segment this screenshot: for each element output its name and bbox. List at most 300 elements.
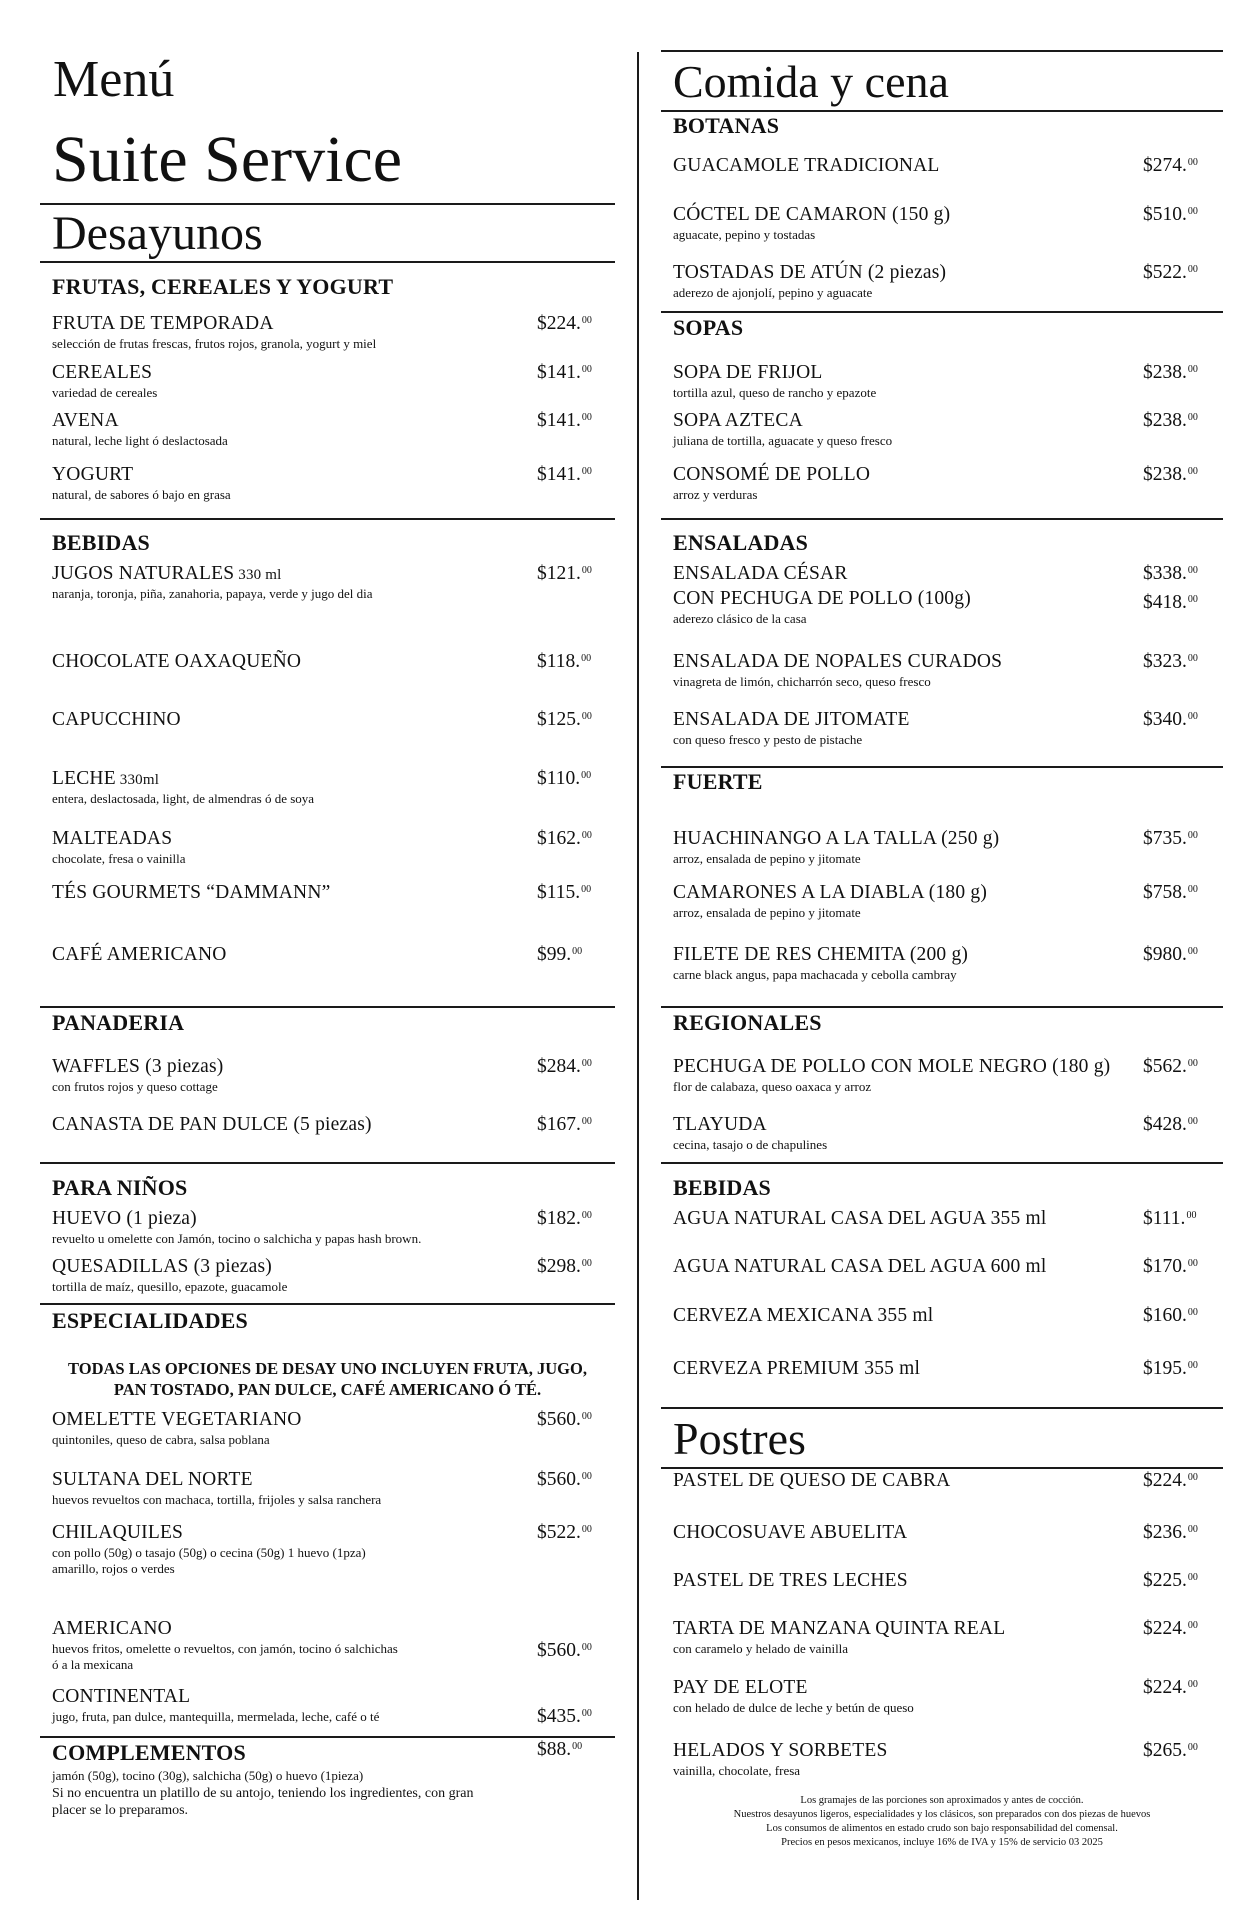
- price-value: $88.: [537, 1739, 572, 1760]
- price-value: $111.: [1143, 1208, 1186, 1229]
- item-price: [537, 464, 592, 486]
- item-price: [1143, 1256, 1198, 1278]
- price-value: $224.: [1143, 1618, 1187, 1639]
- price-cents: 00: [581, 364, 592, 375]
- item-name: GUACAMOLE TRADICIONAL: [673, 155, 940, 176]
- menu-item: [673, 1305, 1223, 1327]
- menu-item: [673, 1114, 1223, 1152]
- price-value: $182.: [537, 1208, 581, 1229]
- item-desc: aderezo de ajonjolí, pepino y aguacate: [673, 285, 873, 300]
- item-price: [537, 362, 592, 384]
- menu-item: [673, 944, 1223, 982]
- item-desc: huevos revueltos con machaca, tortilla, frijoles y salsa ranchera: [52, 1492, 382, 1507]
- divider: [40, 1162, 615, 1164]
- price-cents: 00: [581, 565, 592, 576]
- price-value: $980.: [1143, 944, 1187, 965]
- price-cents: 00: [1187, 1472, 1198, 1483]
- menu-item: [673, 828, 1223, 866]
- menu-item: [52, 1618, 615, 1672]
- note-line: Si no encuentra un platillo de su antojo, teniendo los ingredientes, con gran: [52, 1786, 474, 1801]
- section-title-panaderia: PANADERIA: [52, 1010, 185, 1035]
- menu-item: [52, 313, 615, 351]
- price-cents: 00: [1187, 206, 1198, 217]
- price-value: $340.: [1143, 709, 1187, 730]
- price-cents: 00: [1187, 264, 1198, 275]
- divider: [40, 261, 615, 263]
- item-price: [537, 1640, 592, 1662]
- item-price: [1143, 155, 1198, 177]
- item-price: [1143, 1208, 1196, 1230]
- menu-item: [52, 362, 615, 400]
- divider: [40, 1736, 615, 1738]
- price-cents: 00: [581, 653, 592, 664]
- item-price: [537, 1208, 592, 1230]
- item-name: TARTA DE MANZANA QUINTA REAL: [673, 1618, 1006, 1639]
- item-price: [537, 313, 592, 335]
- item-name-text: JUGOS NATURALES: [52, 563, 235, 584]
- section-title-complementos: COMPLEMENTOS: [52, 1740, 246, 1765]
- price-cents: 00: [1186, 1210, 1197, 1221]
- column-divider: [637, 52, 639, 1900]
- section-title-fuerte: FUERTE: [673, 769, 763, 794]
- price-cents: 00: [581, 1116, 592, 1127]
- menu-item: [52, 944, 615, 966]
- item-price: [1143, 1522, 1198, 1544]
- price-cents: 00: [581, 1708, 592, 1719]
- item-name: MALTEADAS: [52, 828, 173, 849]
- item-price: [537, 828, 592, 850]
- divider: [661, 1467, 1223, 1469]
- item-desc: entera, deslactosada, light, de almendras ó de soya: [52, 791, 315, 806]
- section-title-frutas: FRUTAS, CEREALES Y YOGURT: [52, 274, 394, 299]
- item-name: CÓCTEL DE CAMARON (150 g): [673, 204, 951, 225]
- menu-item: [673, 1056, 1223, 1094]
- item-name: TÉS GOURMETS “DAMMANN”: [52, 882, 331, 903]
- divider: [661, 766, 1223, 768]
- item-name: HELADOS Y SORBETES: [673, 1740, 888, 1761]
- price-cents: 00: [1187, 565, 1198, 576]
- item-name: CHOCOSUAVE ABUELITA: [673, 1522, 908, 1543]
- item-name: AGUA NATURAL CASA DEL AGUA 355 ml: [673, 1208, 1047, 1229]
- item-desc: aderezo clásico de la casa: [673, 611, 807, 626]
- item-desc: jugo, fruta, pan dulce, mantequilla, mermelada, leche, café o té: [52, 1709, 380, 1724]
- divider: [40, 518, 615, 520]
- item-name: CAFÉ AMERICANO: [52, 944, 227, 965]
- price-cents: 00: [581, 315, 592, 326]
- price-value: $338.: [1143, 563, 1187, 584]
- item-desc: vainilla, chocolate, fresa: [673, 1763, 801, 1778]
- menu-item: [673, 651, 1223, 689]
- item-price: [537, 1409, 592, 1431]
- divider: [661, 1006, 1223, 1008]
- menu-title: Menú: [53, 51, 175, 108]
- menu-item: [52, 651, 615, 673]
- menu-item: [673, 1470, 1223, 1492]
- price-cents: 00: [581, 1210, 592, 1221]
- price-value: $236.: [1143, 1522, 1187, 1543]
- item-desc: arroz, ensalada de pepino y jitomate: [673, 905, 861, 920]
- price-cents: 00: [1187, 1058, 1198, 1069]
- menu-item: [52, 709, 615, 731]
- item-price: [537, 1256, 592, 1278]
- price-value: $141.: [537, 464, 581, 485]
- price-cents: 00: [581, 1524, 592, 1535]
- item-name: CEREALES: [52, 362, 153, 383]
- section-title-sopas: SOPAS: [673, 315, 744, 340]
- item-price: [1143, 204, 1198, 226]
- price-cents: 00: [1187, 830, 1198, 841]
- price-value: $224.: [1143, 1470, 1187, 1491]
- item-name: ENSALADA DE NOPALES CURADOS: [673, 651, 1003, 672]
- item-name: CANASTA DE PAN DULCE (5 piezas): [52, 1114, 372, 1135]
- item-desc: natural, leche light ó deslactosada: [52, 433, 228, 448]
- price-cents: 00: [1187, 711, 1198, 722]
- item-name: [52, 768, 615, 790]
- price-value: $224.: [537, 313, 581, 334]
- price-cents: 00: [1187, 1679, 1198, 1690]
- item-price: [1143, 651, 1198, 673]
- price-value: $284.: [537, 1056, 581, 1077]
- price-value: $167.: [537, 1114, 581, 1135]
- price-cents: 00: [1187, 1360, 1198, 1371]
- price-cents: 00: [1187, 1258, 1198, 1269]
- price-cents: 00: [1187, 1116, 1198, 1127]
- item-name: CON PECHUGA DE POLLO (100g): [673, 588, 971, 609]
- price-value: $562.: [1143, 1056, 1187, 1077]
- price-cents: 00: [1187, 653, 1198, 664]
- item-name: FRUTA DE TEMPORADA: [52, 313, 274, 334]
- price-value: $195.: [1143, 1358, 1187, 1379]
- item-name: PASTEL DE QUESO DE CABRA: [673, 1470, 951, 1491]
- section-title-especialidades: ESPECIALIDADES: [52, 1308, 248, 1333]
- item-desc: tortilla de maíz, quesillo, epazote, guacamole: [52, 1279, 288, 1294]
- menu-item: [52, 464, 615, 502]
- item-price: [1143, 464, 1198, 486]
- price-cents: 00: [1187, 946, 1198, 957]
- menu-item: [673, 1256, 1223, 1278]
- price-value: $418.: [1143, 592, 1187, 613]
- item-price: [537, 1056, 592, 1078]
- price-value: $110.: [537, 768, 581, 789]
- divider: [661, 50, 1223, 52]
- price-value: $323.: [1143, 651, 1187, 672]
- item-price: [537, 651, 591, 673]
- price-value: $238.: [1143, 362, 1187, 383]
- price-cents: 00: [581, 1471, 592, 1482]
- menu-item: [52, 1686, 615, 1724]
- divider: [40, 1006, 615, 1008]
- lunch-dinner-title: Comida y cena: [673, 56, 949, 107]
- price-value: $238.: [1143, 410, 1187, 431]
- price-cents: 00: [581, 466, 592, 477]
- menu-item: [52, 410, 615, 448]
- price-cents: 00: [581, 1642, 592, 1653]
- price-value: $298.: [537, 1256, 581, 1277]
- price-cents: 00: [1187, 1742, 1198, 1753]
- item-price: [1143, 362, 1198, 384]
- item-desc: selección de frutas frescas, frutos rojos, granola, yogurt y miel: [52, 336, 377, 351]
- item-name: CONSOMÉ DE POLLO: [673, 464, 871, 485]
- item-desc: natural, de sabores ó bajo en grasa: [52, 487, 231, 502]
- item-name: AMERICANO: [52, 1618, 172, 1639]
- section-title-ninos: PARA NIÑOS: [52, 1175, 188, 1200]
- price-value: $225.: [1143, 1570, 1187, 1591]
- custom-order-note: [52, 1785, 473, 1819]
- price-value: $560.: [537, 1409, 581, 1430]
- divider: [40, 203, 615, 205]
- item-desc: juliana de tortilla, aguacate y queso fresco: [673, 433, 893, 448]
- price-value: $141.: [537, 362, 581, 383]
- item-name: HUACHINANGO A LA TALLA (250 g): [673, 828, 1000, 849]
- item-price: [537, 1114, 592, 1136]
- item-desc: chocolate, fresa o vainilla: [52, 851, 186, 866]
- item-desc: carne black angus, papa machacada y cebolla cambray: [673, 967, 957, 982]
- price-value: $125.: [537, 709, 581, 730]
- item-name: CHOCOLATE OAXAQUEÑO: [52, 651, 302, 672]
- item-price: [1143, 1677, 1198, 1699]
- menu-item: [673, 1522, 1223, 1544]
- menu-item: [673, 882, 1223, 920]
- menu-item: [52, 1114, 615, 1136]
- price-cents: 00: [1187, 1572, 1198, 1583]
- menu-item: [673, 1208, 1223, 1230]
- item-name: SOPA DE FRIJOL: [673, 362, 823, 383]
- item-price: [1143, 1618, 1198, 1640]
- item-price: [1143, 1056, 1198, 1078]
- menu-item: [673, 1570, 1223, 1592]
- price-value: $522.: [537, 1522, 581, 1543]
- menu-item: [673, 1618, 1223, 1656]
- item-name: CAMARONES A LA DIABLA (180 g): [673, 882, 988, 903]
- item-desc: quintoniles, queso de cabra, salsa poblana: [52, 1432, 270, 1447]
- item-price: [1143, 592, 1198, 614]
- item-price: [537, 1469, 592, 1491]
- footer-line: Nuestros desayunos ligeros, especialidades y los clásicos, son preparados con dos piezas de huevos: [733, 1809, 1151, 1820]
- item-price: [537, 1739, 582, 1761]
- item-price: [1143, 1740, 1198, 1762]
- divider: [661, 110, 1223, 112]
- price-value: $141.: [537, 410, 581, 431]
- section-title-bebidas: BEBIDAS: [52, 530, 150, 555]
- price-value: $428.: [1143, 1114, 1187, 1135]
- menu-item: [673, 1740, 1223, 1778]
- item-price: [537, 768, 591, 790]
- item-desc: huevos fritos, omelette o revueltos, con jamón, tocino ó salchichas: [52, 1641, 398, 1656]
- price-cents: 00: [572, 946, 583, 957]
- item-name-text: LECHE: [52, 768, 116, 789]
- price-value: $170.: [1143, 1256, 1187, 1277]
- divider: [661, 1162, 1223, 1164]
- price-cents: 00: [1187, 466, 1198, 477]
- section-title-botanas: BOTANAS: [673, 113, 780, 138]
- footer-line: Precios en pesos mexicanos, incluye 16% de IVA y 15% de servicio 03 2025: [781, 1837, 1103, 1848]
- menu-item: [673, 1677, 1223, 1715]
- item-desc: flor de calabaza, queso oaxaca y arroz: [673, 1079, 872, 1094]
- item-desc: tortilla azul, queso de rancho y epazote: [673, 385, 877, 400]
- item-price: [1143, 262, 1198, 284]
- item-price: [1143, 1358, 1198, 1380]
- menu-item: [673, 362, 1223, 400]
- footer-line: Los gramajes de las porciones son aproximados y antes de cocción.: [800, 1795, 1084, 1806]
- item-name: CONTINENTAL: [52, 1686, 191, 1707]
- note-line: PAN TOSTADO, PAN DULCE, CAFÉ AMERICANO Ó TÉ.: [113, 1380, 542, 1399]
- menu-item: [673, 204, 1223, 242]
- price-cents: 00: [1187, 1620, 1198, 1631]
- item-name: TOSTADAS DE ATÚN (2 piezas): [673, 262, 947, 283]
- item-name: ENSALADA DE JITOMATE: [673, 709, 910, 730]
- price-value: $522.: [1143, 262, 1187, 283]
- note-line: placer se lo preparamos.: [52, 1803, 189, 1818]
- suite-service-title: Suite Service: [52, 123, 403, 196]
- price-value: $560.: [537, 1640, 581, 1661]
- price-value: $160.: [1143, 1305, 1187, 1326]
- price-cents: 00: [1187, 412, 1198, 423]
- item-desc: ó a la mexicana: [52, 1657, 134, 1672]
- item-name: YOGURT: [52, 464, 134, 485]
- menu-item: [52, 1208, 615, 1246]
- item-price: [537, 563, 592, 585]
- price-value: $735.: [1143, 828, 1187, 849]
- price-value: $162.: [537, 828, 581, 849]
- menu-item: [52, 1056, 615, 1094]
- item-desc: con helado de dulce de leche y betún de queso: [673, 1700, 914, 1715]
- item-desc: vinagreta de limón, chicharrón seco, queso fresco: [673, 674, 931, 689]
- divider: [40, 1303, 615, 1305]
- divider: [661, 1407, 1223, 1409]
- price-cents: 00: [581, 1258, 592, 1269]
- menu-item: [52, 768, 615, 806]
- item-name: PAY DE ELOTE: [673, 1677, 808, 1698]
- item-desc: variedad de cereales: [52, 385, 158, 400]
- item-name: WAFFLES (3 piezas): [52, 1056, 224, 1077]
- item-price: [537, 882, 591, 904]
- price-value: $435.: [537, 1706, 581, 1727]
- menu-item: [673, 563, 1223, 585]
- price-cents: 00: [581, 1058, 592, 1069]
- item-desc: con frutos rojos y queso cottage: [52, 1079, 218, 1094]
- divider: [661, 311, 1223, 313]
- item-desc: con caramelo y helado de vainilla: [673, 1641, 849, 1656]
- item-unit: 330ml: [115, 772, 160, 788]
- price-value: $560.: [537, 1469, 581, 1490]
- item-price: [537, 1522, 592, 1544]
- item-price: [537, 410, 592, 432]
- item-price: [1143, 944, 1198, 966]
- menu-item: [673, 588, 1223, 626]
- item-name: AGUA NATURAL CASA DEL AGUA 600 ml: [673, 1256, 1047, 1277]
- price-value: $99.: [537, 944, 572, 965]
- menu-item: [673, 464, 1223, 502]
- footer-line: Los consumos de alimentos en estado crudo son bajo responsabilidad del comensal.: [766, 1823, 1118, 1834]
- item-price: [1143, 1570, 1198, 1592]
- item-name: ENSALADA CÉSAR: [673, 563, 848, 584]
- section-title-regionales: REGIONALES: [673, 1010, 822, 1035]
- item-desc: aguacate, pepino y tostadas: [673, 227, 816, 242]
- price-cents: 00: [1187, 157, 1198, 168]
- item-desc: con queso fresco y pesto de pistache: [673, 732, 863, 747]
- item-name: FILETE DE RES CHEMITA (200 g): [673, 944, 969, 965]
- item-desc: arroz y verduras: [673, 487, 758, 502]
- item-name: SOPA AZTECA: [673, 410, 803, 431]
- menu-item: [673, 155, 1223, 177]
- menu-item: [673, 410, 1223, 448]
- menu-item: [673, 1358, 1223, 1380]
- menu-item: [52, 1522, 615, 1576]
- section-title-ensaladas: ENSALADAS: [673, 530, 809, 555]
- item-desc: cecina, tasajo o de chapulines: [673, 1137, 828, 1152]
- price-value: $265.: [1143, 1740, 1187, 1761]
- item-name: PASTEL DE TRES LECHES: [673, 1570, 908, 1591]
- footer-notes: [661, 1794, 1223, 1850]
- price-cents: 00: [1187, 594, 1198, 605]
- price-cents: 00: [581, 884, 592, 895]
- price-cents: 00: [581, 711, 592, 722]
- item-desc: revuelto u omelette con Jamón, tocino o salchicha y papas hash brown.: [52, 1231, 422, 1246]
- item-name: HUEVO (1 pieza): [52, 1208, 197, 1229]
- menu-item: [673, 262, 1223, 300]
- item-price: [1143, 828, 1198, 850]
- item-name: QUESADILLAS (3 piezas): [52, 1256, 272, 1277]
- price-cents: 00: [1187, 884, 1198, 895]
- item-name: CAPUCCHINO: [52, 709, 181, 730]
- item-price: [1143, 563, 1198, 585]
- price-cents: 00: [1187, 1524, 1198, 1535]
- price-cents: 00: [581, 770, 592, 781]
- item-unit: 330 ml: [234, 567, 282, 583]
- menu-item: [52, 828, 615, 866]
- item-price: [1143, 410, 1198, 432]
- menu-item: [52, 563, 615, 601]
- item-price: [1143, 709, 1198, 731]
- divider: [661, 518, 1223, 520]
- item-price: [537, 709, 592, 731]
- menu-item: [52, 1469, 615, 1507]
- note-line: TODAS LAS OPCIONES DE DESAY UNO INCLUYEN FRUTA, JUGO,: [68, 1359, 587, 1378]
- menu-item: [52, 1409, 615, 1447]
- price-value: $758.: [1143, 882, 1187, 903]
- item-name: SULTANA DEL NORTE: [52, 1469, 253, 1490]
- menu-item: [52, 882, 615, 904]
- price-cents: 00: [1187, 1307, 1198, 1318]
- item-name: CHILAQUILES: [52, 1522, 184, 1543]
- breakfast-note: [40, 1358, 615, 1400]
- item-price: [1143, 1470, 1198, 1492]
- breakfast-title: Desayunos: [52, 207, 263, 260]
- item-price: [1143, 882, 1198, 904]
- item-name: CERVEZA MEXICANA 355 ml: [673, 1305, 934, 1326]
- item-name: OMELETTE VEGETARIANO: [52, 1409, 302, 1430]
- complementos-desc: jamón (50g), tocino (30g), salchicha (50g) o huevo (1pieza): [52, 1768, 364, 1783]
- item-desc: naranja, toronja, piña, zanahoria, papaya, verde y jugo del dia: [52, 586, 373, 601]
- item-desc: amarillo, rojos o verdes: [52, 1561, 175, 1576]
- item-name: PECHUGA DE POLLO CON MOLE NEGRO (180 g): [673, 1056, 1111, 1077]
- item-name: CERVEZA PREMIUM 355 ml: [673, 1358, 921, 1379]
- item-price: [1143, 1305, 1198, 1327]
- desserts-title: Postres: [673, 1413, 806, 1464]
- price-value: $274.: [1143, 155, 1187, 176]
- price-value: $224.: [1143, 1677, 1187, 1698]
- price-value: $118.: [537, 651, 581, 672]
- price-value: $238.: [1143, 464, 1187, 485]
- price-value: $121.: [537, 563, 581, 584]
- price-value: $115.: [537, 882, 581, 903]
- item-name: TLAYUDA: [673, 1114, 767, 1135]
- menu-item: [673, 709, 1223, 747]
- item-desc: arroz, ensalada de pepino y jitomate: [673, 851, 861, 866]
- price-cents: 00: [581, 1411, 592, 1422]
- item-desc: con pollo (50g) o tasajo (50g) o cecina (50g) 1 huevo (1pza): [52, 1545, 366, 1560]
- item-price: [537, 1706, 592, 1728]
